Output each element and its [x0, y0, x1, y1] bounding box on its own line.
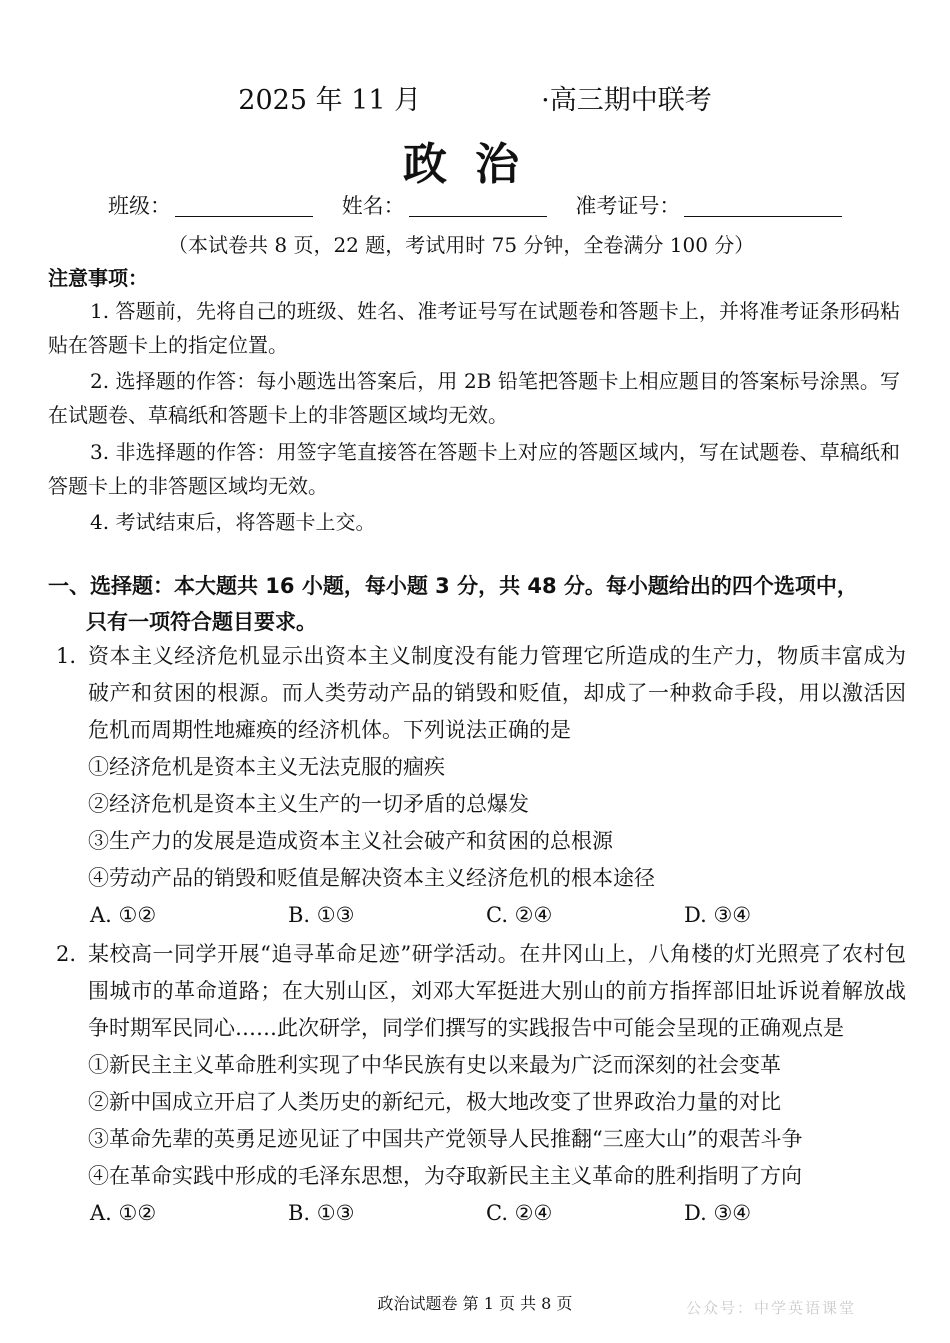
statement-option: ④在革命实践中形成的毛泽东思想，为夺取新民主主义革命的胜利指明了方向 [88, 1164, 802, 1188]
exam-id-label: 准考证号： [575, 194, 681, 218]
watermark: 公众号：中学英语课堂 [686, 1299, 857, 1317]
question-stem: 某校高一同学开展“追寻革命足迹”研学活动。在井冈山上，八角楼的灯光照亮了农村包围城市的革命道路；在大别山区，刘邓大军挺进大别山的前方指挥部旧址诉说着解放战争时期军民同心……此次研学，同学们撰写的实践报告中可能会呈现的正确观点是 [88, 942, 906, 1040]
exam-date: 2025 年 11 月 [238, 85, 422, 116]
choice-c[interactable]: C. ②④ [486, 903, 553, 927]
question-number: 2. [56, 942, 77, 966]
answer-choices [90, 897, 906, 934]
question-2 [56, 936, 906, 1232]
name-field [342, 190, 547, 220]
subject-title: 政治 [403, 139, 547, 190]
question-number: 1. [56, 644, 77, 668]
notice-item-2 [48, 364, 900, 432]
notice-item-4 [48, 505, 900, 539]
statement-option: ①经济危机是资本主义无法克服的痼疾 [88, 755, 445, 779]
statement-option: ②新中国成立开启了人类历史的新纪元，极大地改变了世界政治力量的对比 [88, 1090, 781, 1114]
exam-header [0, 78, 950, 117]
class-blank[interactable] [175, 196, 313, 217]
notice-item-text: 2. 选择题的作答：每小题选出答案后，用 2B 铅笔把答题卡上相应题目的答案标号涂黑。写在试题卷、草稿纸和答题卡上的非答题区域均无效。 [48, 369, 900, 427]
notice-item-1 [48, 294, 900, 362]
student-info-fields [108, 190, 864, 220]
exam-info: （本试卷共 8 页，22 题，考试用时 75 分钟，全卷满分 100 分） [168, 233, 755, 257]
notice-item-text: 1. 答题前，先将自己的班级、姓名、准考证号写在试题卷和答题卡上，并将准考证条形码粘贴在答题卡上的指定位置。 [48, 299, 900, 357]
exam-name: ·高三期中联考 [541, 85, 712, 116]
exam-id-blank[interactable] [684, 196, 842, 217]
statement-option: ①新民主主义革命胜利实现了中华民族有史以来最为广泛而深刻的社会变革 [88, 1053, 781, 1077]
choice-a[interactable]: A. ①② [90, 1201, 157, 1225]
notice-item-text: 4. 考试结束后，将答题卡上交。 [90, 510, 376, 534]
statement-option: ③生产力的发展是造成资本主义社会破产和贫困的总根源 [88, 829, 613, 853]
class-label: 班级： [108, 194, 171, 218]
choice-b[interactable]: B. ①③ [288, 903, 355, 927]
section-heading-line1: 一、选择题：本大题共 16 小题，每小题 3 分，共 48 分。每小题给出的四个选项中， [48, 574, 858, 598]
statement-option: ④劳动产品的销毁和贬值是解决资本主义经济危机的根本途径 [88, 866, 655, 890]
choice-d[interactable]: D. ③④ [684, 903, 752, 927]
answer-choices [90, 1195, 906, 1232]
page-footer: 政治试题卷 第 1 页 共 8 页 [377, 1294, 573, 1313]
question-stem: 资本主义经济危机显示出资本主义制度没有能力管理它所造成的生产力，物质丰富成为破产和贫困的根源。而人类劳动产品的销毁和贬值，却成了一种救命手段，用以激活因危机而周期性地瘫痪的经济机体。下列说法正确的是 [88, 644, 906, 742]
notice-item-3 [48, 435, 900, 503]
choice-d[interactable]: D. ③④ [684, 1201, 752, 1225]
exam-id-field [575, 190, 842, 220]
section-heading-line2: 只有一项符合题目要求。 [86, 610, 317, 634]
name-blank[interactable] [409, 196, 547, 217]
statement-option: ③革命先辈的英勇足迹见证了中国共产党领导人民推翻“三座大山”的艰苦斗争 [88, 1127, 803, 1151]
choice-b[interactable]: B. ①③ [288, 1201, 355, 1225]
statement-option: ②经济危机是资本主义生产的一切矛盾的总爆发 [88, 792, 529, 816]
choice-c[interactable]: C. ②④ [486, 1201, 553, 1225]
choice-a[interactable]: A. ①② [90, 903, 157, 927]
notice-title: 注意事项： [48, 266, 148, 290]
question-1 [56, 638, 906, 934]
name-label: 姓名： [341, 194, 405, 218]
notice-item-text: 3. 非选择题的作答：用签字笔直接答在答题卡上对应的答题区域内，写在试题卷、草稿纸和答题卡上的非答题区域均无效。 [48, 440, 900, 498]
section-heading [48, 568, 908, 640]
class-field [108, 190, 313, 220]
